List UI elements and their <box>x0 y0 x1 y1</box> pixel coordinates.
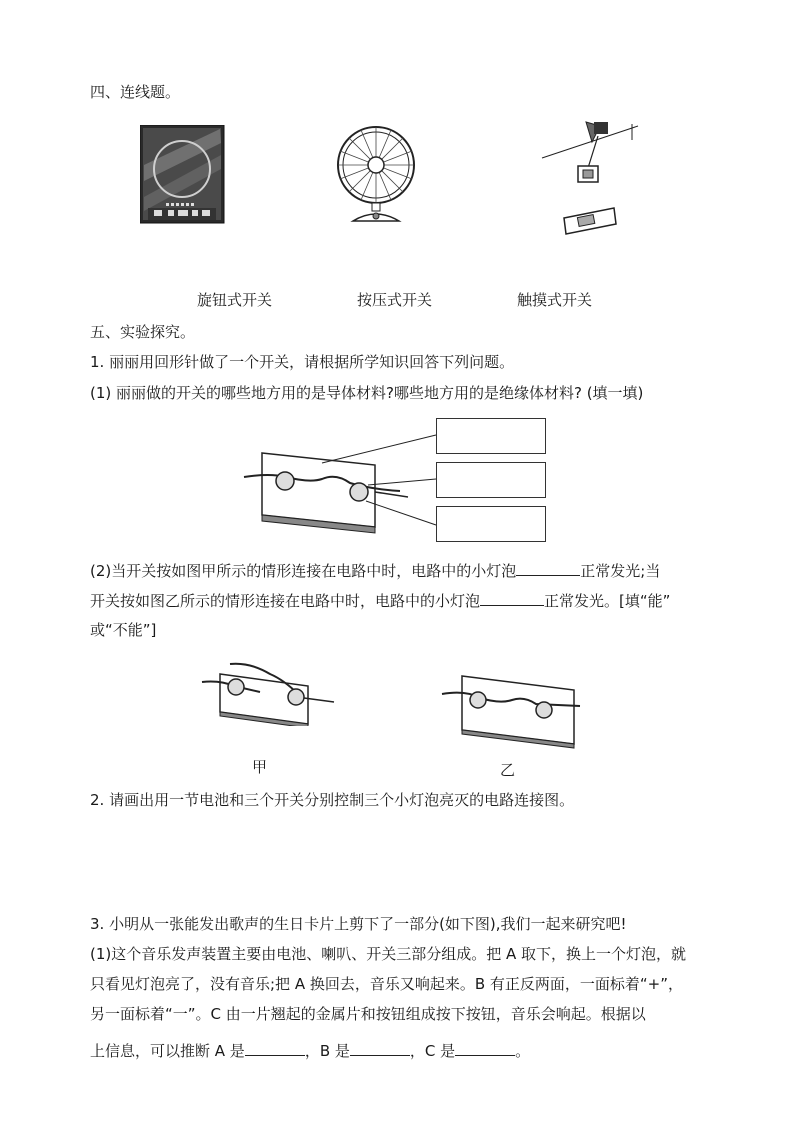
label-rotary-switch: 旋钮式开关 <box>197 291 273 309</box>
electric-fan-image <box>335 125 417 225</box>
blank-b[interactable] <box>350 1040 410 1056</box>
section4-heading: 四、连线题。 <box>90 83 181 101</box>
q3-line3: 另一面标着“一”。C 由一片翘起的金属片和按钮组成按下按钮，音乐会响起。根据以 <box>90 1005 646 1023</box>
label-press-switch: 按压式开关 <box>357 291 433 309</box>
section5-heading: 五、实验探究。 <box>90 323 196 341</box>
q3-line1: (1)这个音乐发声装置主要由电池、喇叭、开关三部分组成。把 A 取下，换上一个灯泡，就 <box>90 945 687 963</box>
q1-part1: (1) 丽丽做的开关的哪些地方用的是导体材料?哪些地方用的是绝缘体材料? (填一填) <box>90 384 644 402</box>
blank-a[interactable] <box>245 1040 305 1056</box>
answer-box-1[interactable] <box>436 418 546 454</box>
q3-line4: 上信息，可以推断 A 是 ，B 是 ，C 是 。 <box>90 1042 531 1060</box>
q1-part2-line1: (2)当开关按如图甲所示的情形连接在电路中时，电路中的小灯泡 正常发光;当 <box>90 562 661 580</box>
figure-jia-label: 甲 <box>252 758 268 776</box>
q3-title: 3. 小明从一张能发出歌声的生日卡片上剪下了一部分(如下图),我们一起来研究吧! <box>90 915 627 933</box>
answer-box-3[interactable] <box>436 506 546 542</box>
q1-part2-line2: 开关按如图乙所示的情形连接在电路中时，电路中的小灯泡 正常发光。[填“能” <box>90 592 671 610</box>
blank-fig-a[interactable] <box>516 560 580 576</box>
q1-part2-line3: 或“不能”] <box>90 621 157 639</box>
blank-fig-b[interactable] <box>480 590 544 606</box>
blank-c[interactable] <box>455 1040 515 1056</box>
figure-yi-diagram <box>440 670 590 750</box>
q3-line2: 只看见灯泡亮了，没有音乐;把 A 换回去，音乐又响起来。B 有正反两面，一面标着“+”， <box>90 975 684 993</box>
label-touch-switch: 触摸式开关 <box>517 291 593 309</box>
q2-title: 2. 请画出用一节电池和三个开关分别控制三个小灯泡亮灭的电路连接图。 <box>90 791 575 809</box>
figure-jia-diagram <box>200 660 340 726</box>
q1-title: 1. 丽丽用回形针做了一个开关，请根据所学知识回答下列问题。 <box>90 353 515 371</box>
induction-cooker-image <box>140 125 226 225</box>
answer-box-2[interactable] <box>436 462 546 498</box>
figure-yi-label: 乙 <box>500 761 516 779</box>
wall-switch-image <box>540 118 640 238</box>
